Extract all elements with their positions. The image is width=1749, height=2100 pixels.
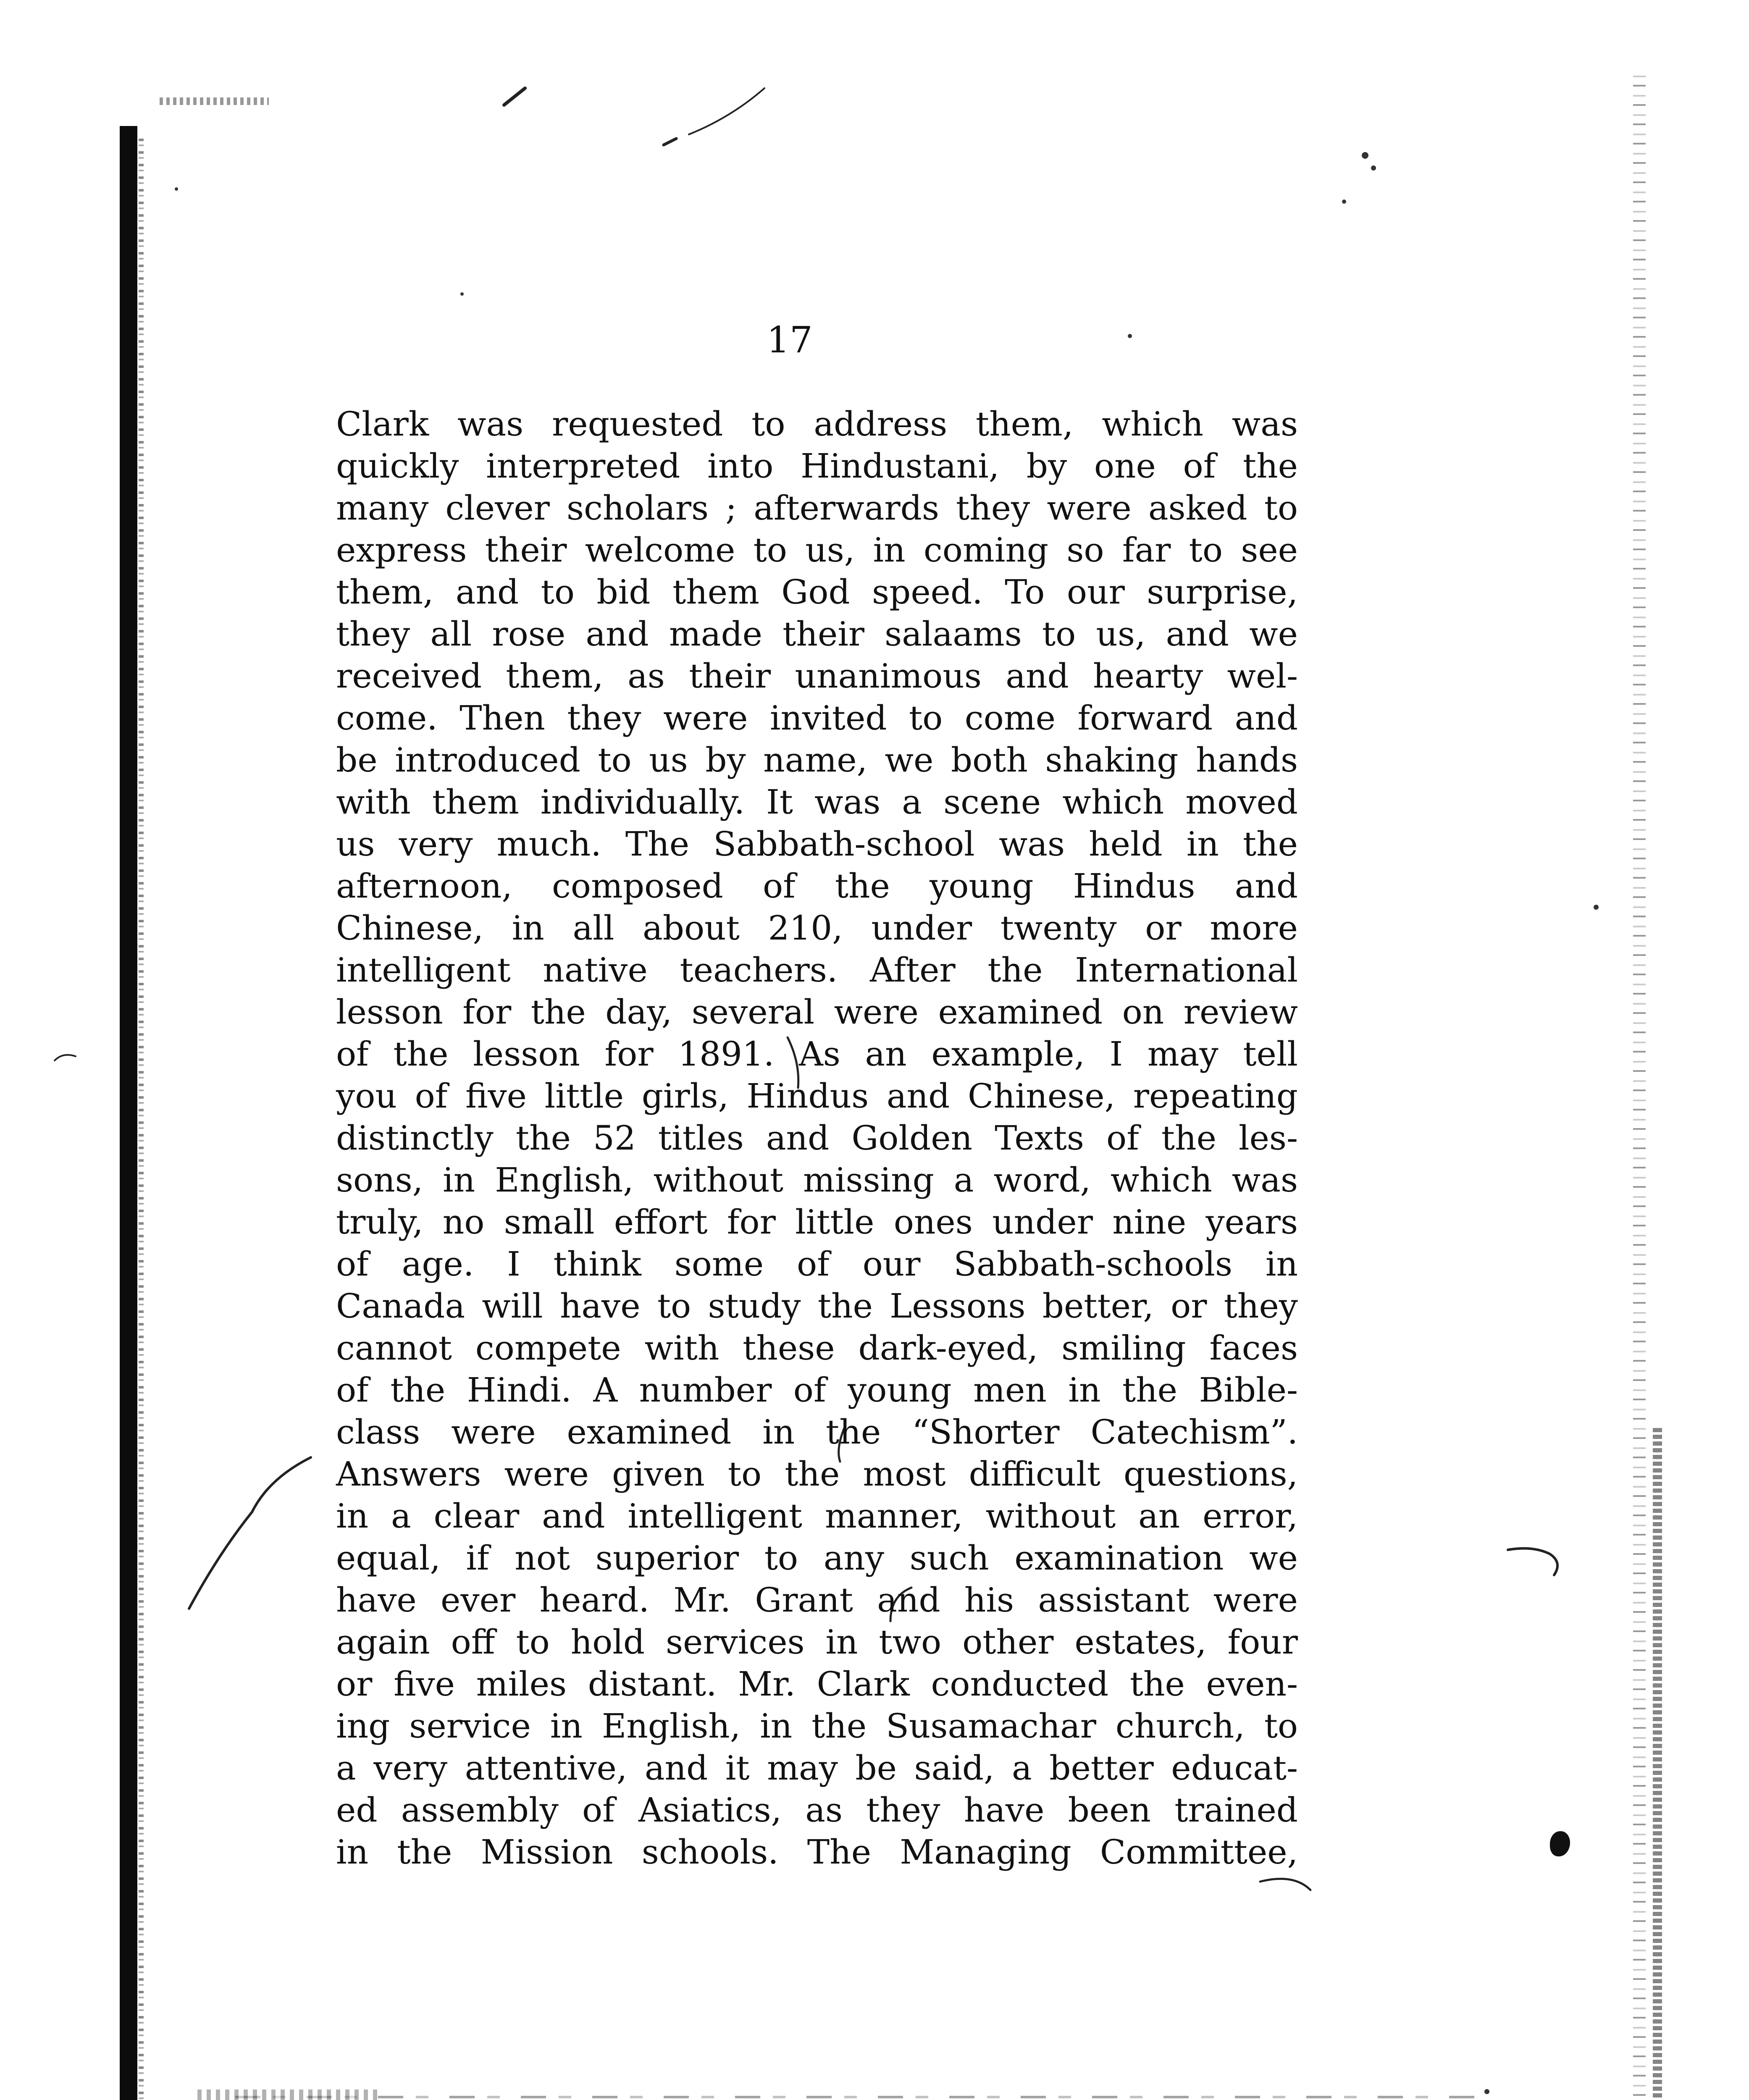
pencil-stroke [189,1457,311,1609]
text-line: of the Hindi. A number of young men in the Bible- [336,1370,1298,1410]
text-line: Answers were given to the most difficult questions, [336,1454,1298,1494]
text-line: Chinese, in all about 210, under twenty or more [336,908,1298,948]
text-line: Clark was requested to address them, which was [336,404,1298,444]
text-line: quickly interpreted into Hindustani, by one of the [336,446,1298,486]
speck [175,187,178,191]
speck [1342,200,1346,204]
pencil-stroke [1260,1879,1310,1890]
text-line: sons, in English, without missing a word, which was [336,1160,1298,1200]
text-line: us very much. The Sabbath-school was held in the [336,824,1298,864]
text-line: express their welcome to us, in coming so far to see [336,530,1298,570]
text-line: they all rose and made their salaams to us, and we [336,614,1298,654]
text-line: afternoon, composed of the young Hindus and [336,866,1298,906]
text-line: equal, if not superior to any such examination we [336,1538,1298,1578]
text-line: cannot compete with these dark-eyed, smiling faces [336,1328,1298,1368]
text-line: of age. I think some of our Sabbath-schools in [336,1244,1298,1284]
text-line: with them individually. It was a scene which moved [336,782,1298,822]
pencil-stroke [55,1055,76,1060]
text-line: many clever scholars ; afterwards they were asked to [336,488,1298,528]
speck [1594,905,1599,910]
text-line: of the lesson for 1891. As an example, I may tell [336,1034,1298,1074]
pencil-stroke [1508,1549,1557,1575]
text-line: class were examined in the “Shorter Catechism”. [336,1412,1298,1452]
speck [1371,165,1376,171]
text-line: ed assembly of Asiatics, as they have been trained [336,1790,1298,1830]
text-line: again off to hold services in two other estates, four [336,1622,1298,1662]
speck [1128,334,1132,338]
text-line: in the Mission schools. The Managing Committee, [336,1832,1298,1872]
text-line: truly, no small effort for little ones under nine years [336,1202,1298,1242]
pencil-stroke [689,88,764,134]
text-line: ing service in English, in the Susamachar church, to [336,1706,1298,1746]
text-line: be introduced to us by name, we both shaking hands [336,740,1298,780]
text-line: intelligent native teachers. After the International [336,950,1298,990]
body-text [336,403,1298,1873]
text-line: you of five little girls, Hindus and Chinese, repeating [336,1076,1298,1116]
text-line: received them, as their unanimous and hearty wel- [336,656,1298,696]
speck [1484,2089,1489,2094]
text-line: Canada will have to study the Lessons better, or they [336,1286,1298,1326]
text-line: them, and to bid them God speed. To our surprise, [336,572,1298,612]
page-number: 17 [767,319,813,361]
text-line: or five miles distant. Mr. Clark conducted the even- [336,1664,1298,1704]
pencil-stroke [664,139,676,145]
text-line: lesson for the day, several were examined on review [336,992,1298,1032]
text-line: come. Then they were invited to come forward and [336,698,1298,738]
speck [460,292,464,296]
text-line: have ever heard. Mr. Grant and his assistant were [336,1580,1298,1620]
text-line: a very attentive, and it may be said, a better educat- [336,1748,1298,1788]
text-line: in a clear and intelligent manner, without an error, [336,1496,1298,1536]
text-line: distinctly the 52 titles and Golden Texts of the les- [336,1118,1298,1158]
speck [1362,152,1368,159]
pencil-stroke [504,88,525,105]
